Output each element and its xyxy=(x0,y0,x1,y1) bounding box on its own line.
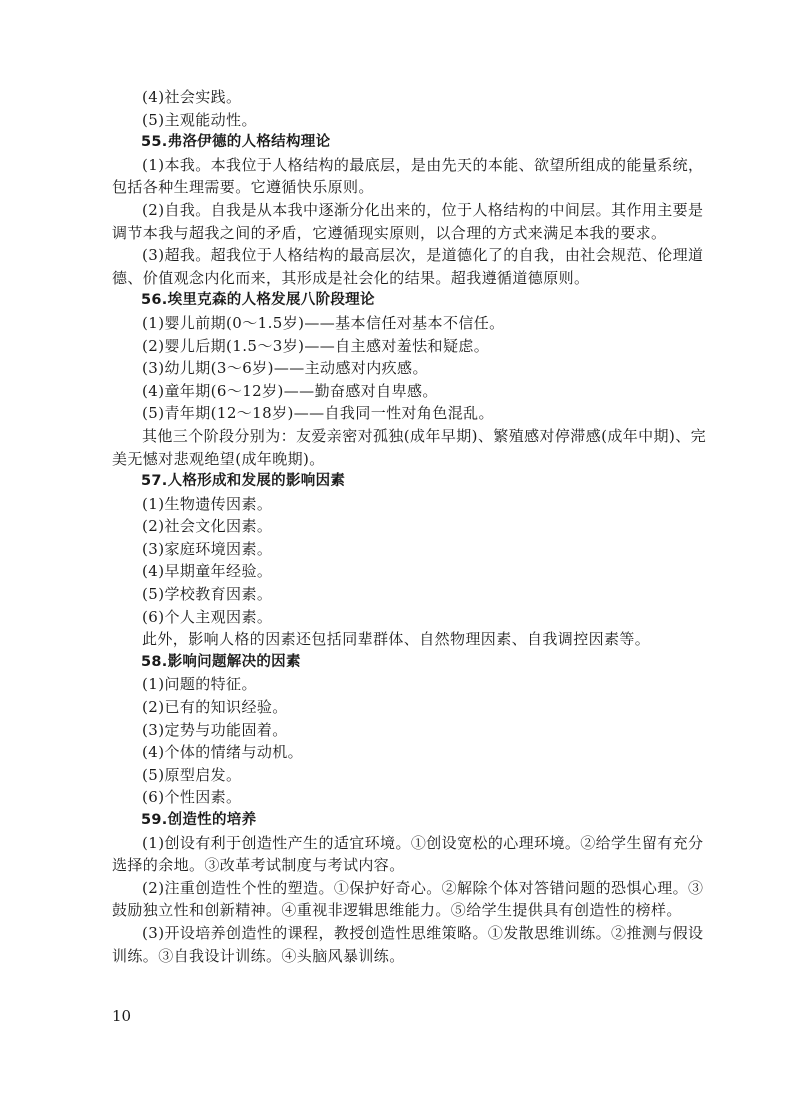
page-body xyxy=(112,86,714,967)
paragraph: (2)注重创造性个性的塑造。①保护好奇心。②解除个体对答错问题的恐惧心理。③鼓励独立性和创新精神。④重视非逻辑思维能力。⑤给学生提供具有创造性的榜样。 xyxy=(112,878,704,920)
paragraph: (1)本我。本我位于人格结构的最底层，是由先天的本能、欲望所组成的能量系统，包括各种生理需要。它遵循快乐原则。 xyxy=(112,155,704,197)
paragraph: (6)个性因素。 xyxy=(142,788,242,807)
section-heading: 59.创造性的培养 xyxy=(141,812,257,828)
paragraph: 此外，影响人格的因素还包括同辈群体、自然物理因素、自我调控因素等。 xyxy=(142,630,651,649)
paragraph: (5)青年期(12～18岁)——自我同一性对角色混乱。 xyxy=(142,404,494,423)
paragraph: (1)生物遗传因素。 xyxy=(142,494,273,513)
paragraph: (3)家庭环境因素。 xyxy=(142,539,273,558)
section-heading: 56.埃里克森的人格发展八阶段理论 xyxy=(141,292,375,309)
paragraph: (2)自我。自我是从本我中逐渐分化出来的，位于人格结构的中间层。其作用主要是调节本我与超我之间的矛盾，它遵循现实原则，以合理的方式来满足本我的要求。 xyxy=(112,200,704,242)
paragraph: (4)社会实践。 xyxy=(142,88,242,106)
paragraph: (3)定势与功能固着。 xyxy=(142,720,288,739)
paragraph: (1)创设有利于创造性产生的适宜环境。①创设宽松的心理环境。②给学生留有充分选择的余地。③改革考试制度与考试内容。 xyxy=(112,833,704,875)
section-heading: 55.弗洛伊德的人格结构理论 xyxy=(141,134,331,151)
paragraph: (3)幼儿期(3～6岁)——主动感对内疚感。 xyxy=(142,359,428,378)
section-heading: 58.影响问题解决的因素 xyxy=(141,653,301,670)
paragraph: (5)主观能动性。 xyxy=(142,110,257,129)
paragraph: (4)童年期(6～12岁)——勤奋感对自卑感。 xyxy=(142,381,438,400)
paragraph: (1)婴儿前期(0～1.5岁)——基本信任对基本不信任。 xyxy=(142,313,505,332)
paragraph: (2)婴儿后期(1.5～3岁)——自主感对羞怯和疑虑。 xyxy=(142,336,490,355)
paragraph: (4)早期童年经验。 xyxy=(142,562,273,581)
paragraph: (2)已有的知识经验。 xyxy=(142,698,288,717)
paragraph: (5)学校教育因素。 xyxy=(142,585,273,604)
paragraph: (1)问题的特征。 xyxy=(142,675,257,694)
paragraph: (5)原型启发。 xyxy=(142,765,242,784)
paragraph: 其他三个阶段分别为：友爱亲密对孤独(成年早期)、繁殖感对停滞感(成年中期)、完美无憾对悲观绝望(成年晚期)。 xyxy=(112,426,707,468)
page-number: 10 xyxy=(112,1007,132,1025)
paragraph: (6)个人主观因素。 xyxy=(142,607,273,626)
paragraph: (2)社会文化因素。 xyxy=(142,517,273,536)
paragraph: (4)个体的情绪与动机。 xyxy=(142,743,304,762)
paragraph: (3)超我。超我位于人格结构的最高层次，是道德化了的自我，由社会规范、伦理道德、价值观念内化而来，其形成是社会化的结果。超我遵循道德原则。 xyxy=(112,246,704,287)
section-heading: 57.人格形成和发展的影响因素 xyxy=(141,473,346,490)
paragraph: (3)开设培养创造性的课程，教授创造性思维策略。①发散思维训练。②推测与假设训练。③自我设计训练。④头脑风暴训练。 xyxy=(112,923,704,965)
